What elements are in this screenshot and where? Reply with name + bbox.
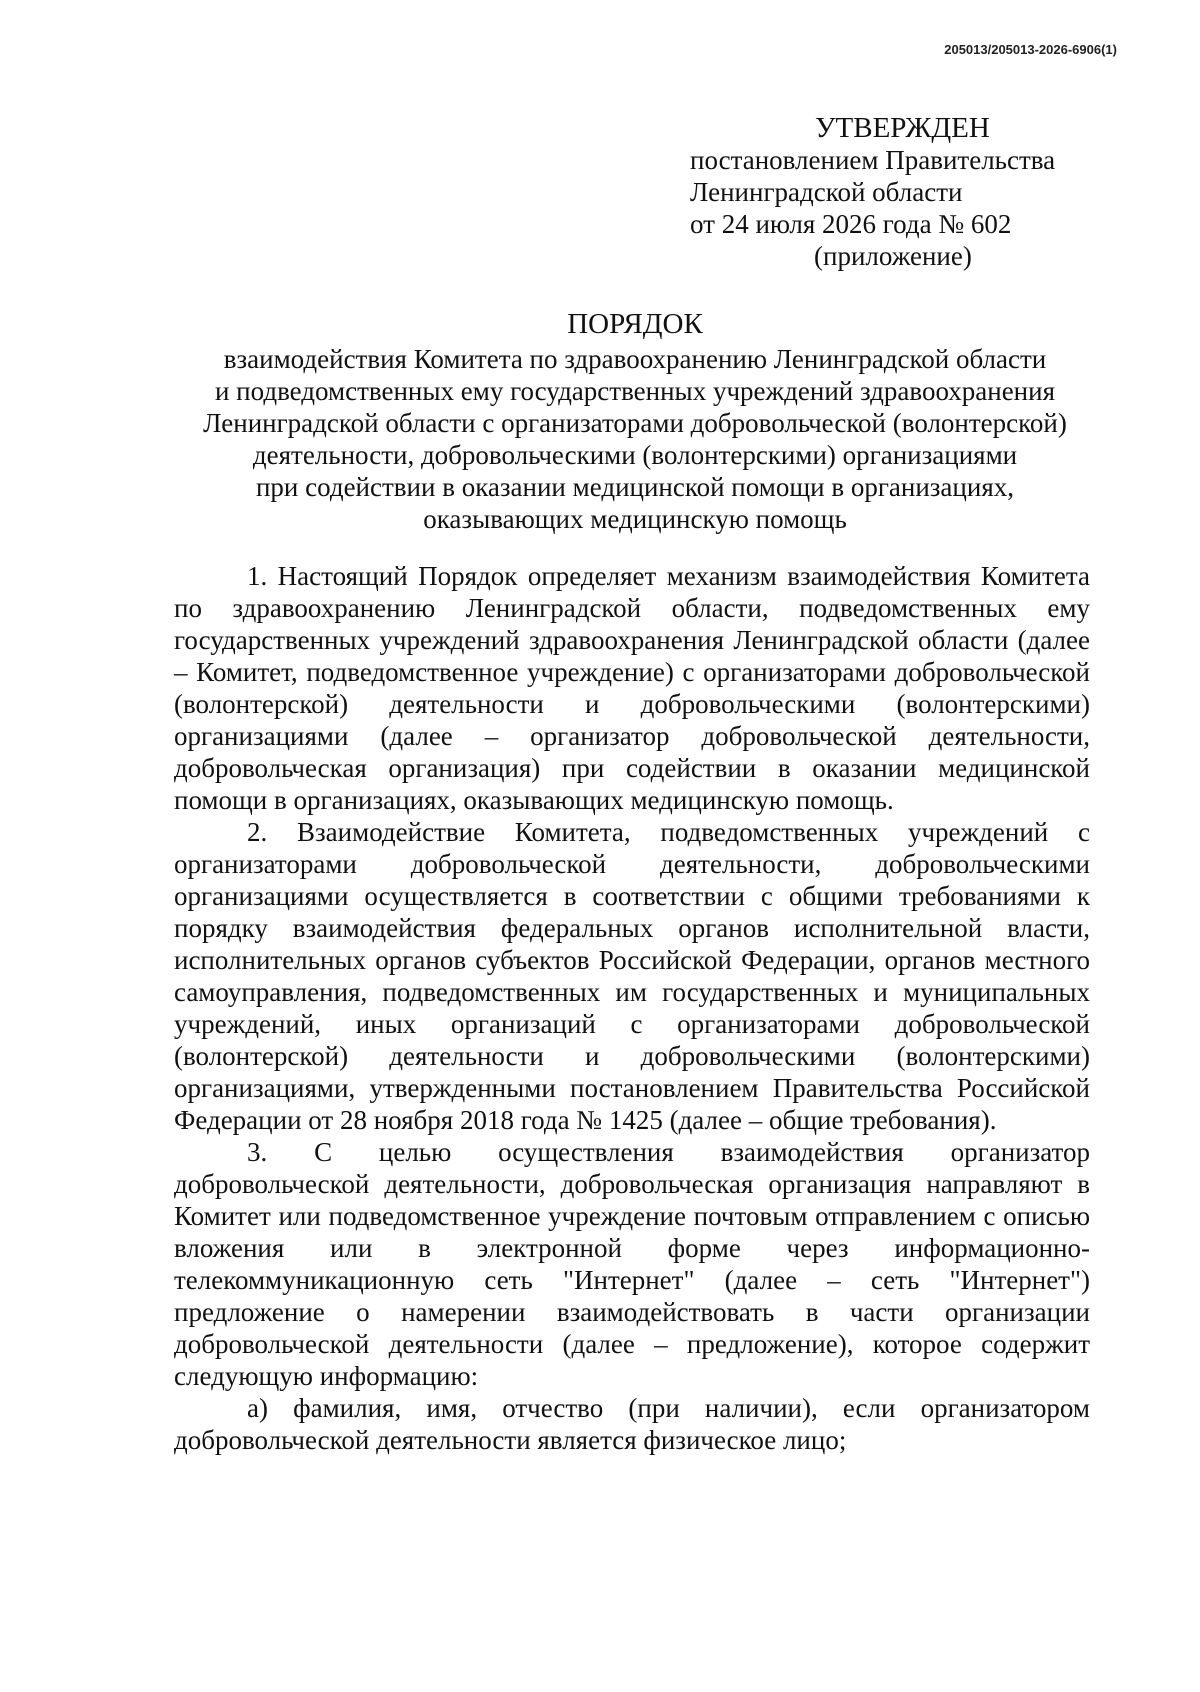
- document-title: ПОРЯДОК: [567, 308, 703, 340]
- subtitle-line: при содействии в оказании медицинской помощи в организациях,: [255, 472, 1014, 502]
- subtitle-line: Ленинградской области с организаторами добровольческой (волонтерской): [203, 408, 1067, 438]
- paragraph-1: 1. Настоящий Порядок определяет механизм взаимодействия Комитета по здравоохранению Ленинградской области, подведомственных ему государственных учреждений здравоохранения Ленинградской области (далее – Комитет, подведомственное учреждение) с организаторами добровольческой (волонтерской) деятельности и добровольческими (волонтерскими) организациями (далее – организатор добровольческой деятельности, добровольческая организация) при содействии в оказании медицинской помощи в организациях, оказывающих медицинскую помощь.: [174, 561, 1090, 815]
- approval-line-3: от 24 июля 2026 года № 602: [690, 209, 1012, 239]
- approval-title: УТВЕРЖДЕН: [815, 112, 990, 144]
- document-body: [174, 560, 1090, 1456]
- subtitle-line: взаимодействия Комитета по здравоохранению Ленинградской области: [223, 344, 1047, 374]
- paragraph-3: 3. С целью осуществления взаимодействия организатор добровольческой деятельности, добровольческая организация направляют в Комитет или подведомственное учреждение почтовым отправлением с описью вложения или в электронной форме через информационно-телекоммуникационную сеть "Интернет" (далее – сеть "Интернет") предложение о намерении взаимодействовать в части организации добровольческой деятельности (далее – предложение), которое содержит следующую информацию:: [174, 1137, 1090, 1391]
- document-id: 205013/205013-2026-6906(1): [944, 42, 1117, 57]
- approval-line-2: Ленинградской области: [690, 177, 963, 207]
- paragraph-2: 2. Взаимодействие Комитета, подведомственных учреждений с организаторами добровольческой деятельности, добровольческими организациями осуществляется в соответствии с общими требованиями к порядку взаимодействия федеральных органов исполнительной власти, исполнительных органов субъектов Российской Федерации, органов местного самоуправления, подведомственных им государственных и муниципальных учреждений, иных организаций с организаторами добровольческой (волонтерской) деятельности и добровольческими (волонтерскими) организациями, утвержденными постановлением Правительства Российской Федерации от 28 ноября 2018 года № 1425 (далее – общие требования).: [174, 817, 1090, 1135]
- paragraph-3a: а) фамилия, имя, отчество (при наличии), если организатором добровольческой деятельности является физическое лицо;: [174, 1393, 1090, 1455]
- document-heading: [170, 308, 1100, 535]
- subtitle-line: и подведомственных ему государственных учреждений здравоохранения: [214, 376, 1056, 406]
- subtitle-line: оказывающих медицинскую помощь: [423, 504, 847, 534]
- approval-line-1: постановлением Правительства: [690, 145, 1056, 175]
- approval-stamp: [690, 112, 1090, 272]
- approval-appendix: (приложение): [814, 241, 972, 271]
- subtitle-line: деятельности, добровольческими (волонтерскими) организациями: [252, 440, 1018, 470]
